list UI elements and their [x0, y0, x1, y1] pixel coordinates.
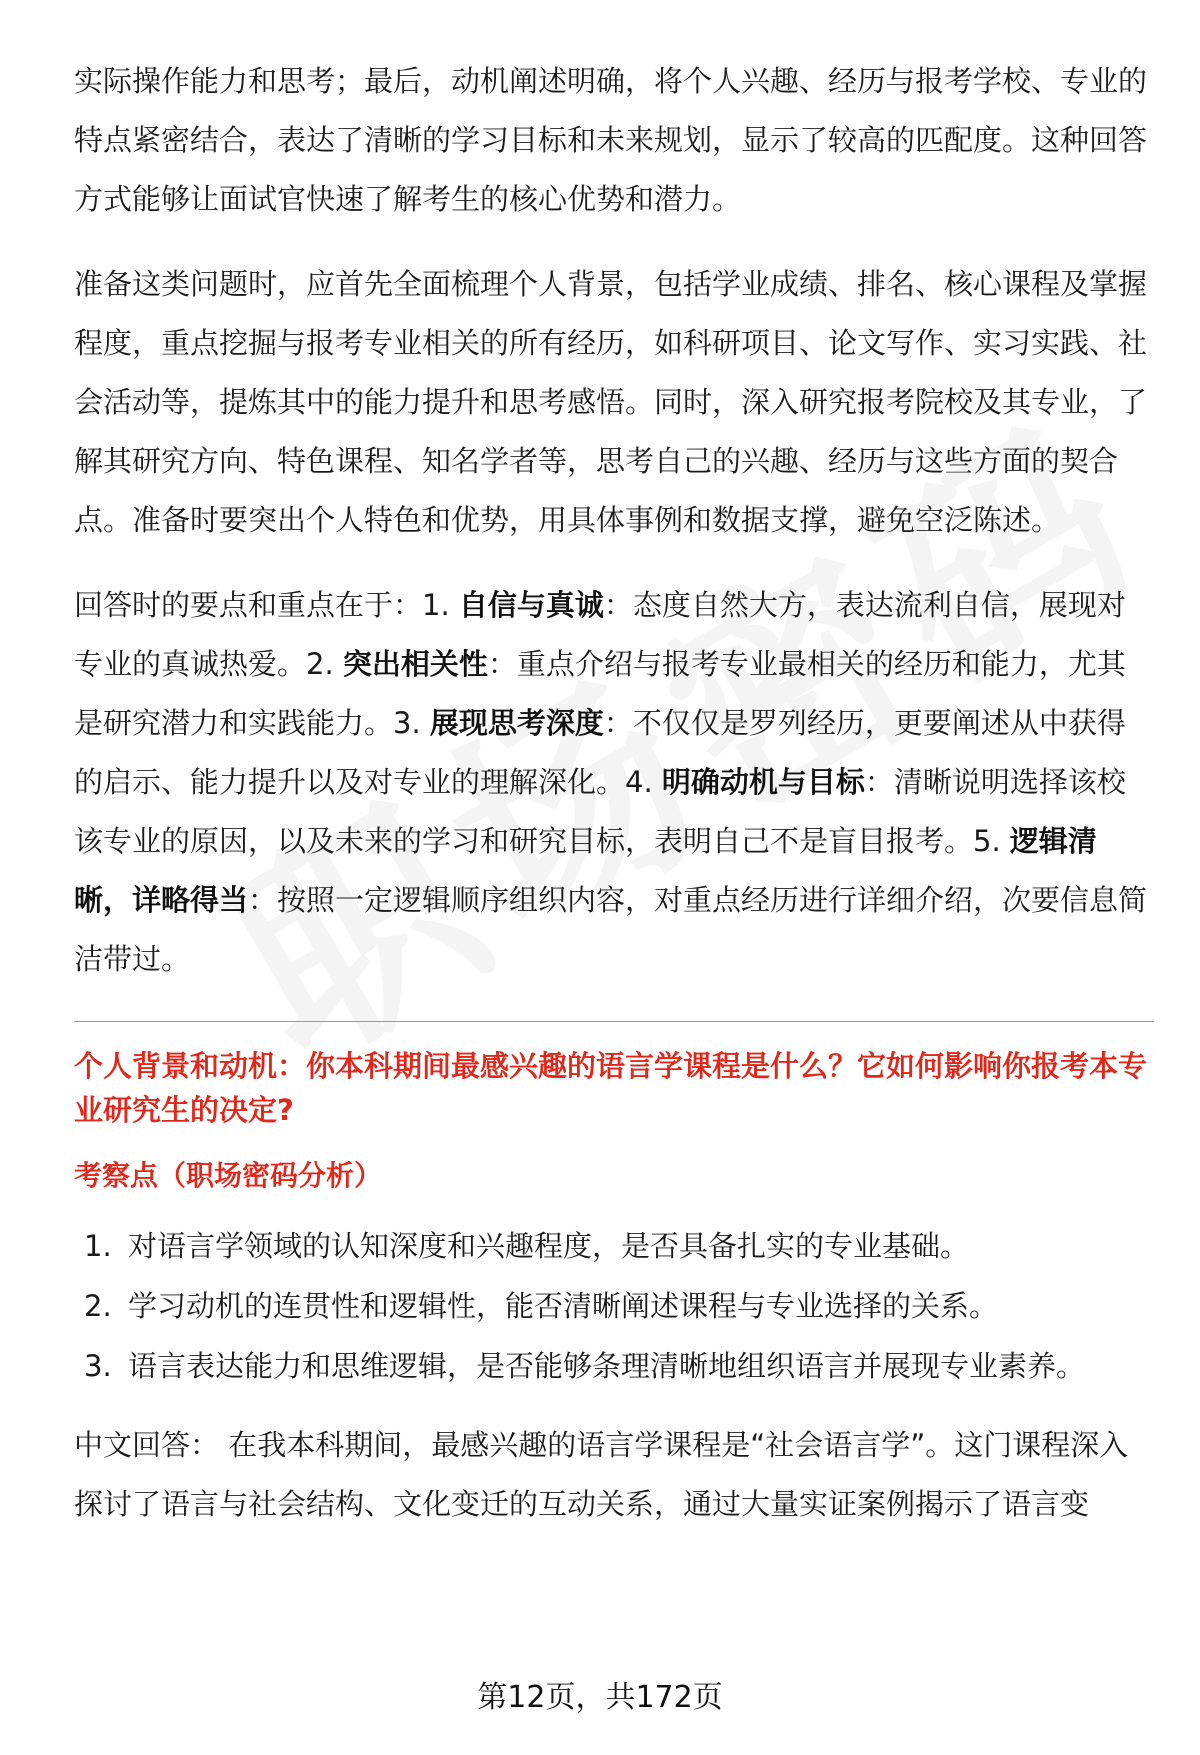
- assessment-points: [74, 1216, 1154, 1396]
- key-points-intro: 回答时的要点和重点在于：1.: [74, 588, 459, 622]
- list-item-text: 对语言学领域的认知深度和兴趣程度，是否具备扎实的专业基础。: [128, 1229, 970, 1263]
- list-item-number: 1.: [84, 1229, 112, 1263]
- paragraph-summary: 实际操作能力和思考；最后，动机阐述明确，将个人兴趣、经历与报考学校、专业的特点紧密结合，表达了清晰的学习目标和未来规划，显示了较高的匹配度。这种回答方式能够让面试官快速了解考生的核心优势和潜力。: [74, 64, 1148, 216]
- paragraph-preparation: 准备这类问题时，应首先全面梳理个人背景，包括学业成绩、排名、核心课程及掌握程度，重点挖掘与报考专业相关的所有经历，如科研项目、论文写作、实习实践、社会活动等，提炼其中的能力提升和思考感悟。同时，深入研究报考院校及其专业，了解其研究方向、特色课程、知名学者等，思考自己的兴趣、经历与这些方面的契合点。准备时要突出个人特色和优势，用具体事例和数据支撑，避免空泛陈述。: [74, 267, 1148, 537]
- list-item-number: 3.: [84, 1349, 112, 1383]
- list-item-text: 语言表达能力和思维逻辑，是否能够条理清晰地组织语言并展现专业素养。: [128, 1349, 1086, 1383]
- key-point-3-title: 展现思考深度: [429, 706, 604, 740]
- key-point-1-title: 自信与真诚: [458, 588, 604, 622]
- key-point-4-title: 明确动机与目标: [661, 765, 865, 799]
- key-point-5-text: ：按照一定逻辑顺序组织内容，对重点经历进行详细介绍，次要信息简洁带过。: [74, 883, 1148, 976]
- document-body: [74, 52, 1154, 1560]
- list-item-text: 学习动机的连贯性和逻辑性，能否清晰阐述课程与专业选择的关系。: [128, 1289, 999, 1323]
- question-title: 个人背景和动机：你本科期间最感兴趣的语言学课程是什么？它如何影响你报考本专业研究生的决定?: [74, 1049, 1148, 1127]
- list-item-number: 2.: [84, 1289, 112, 1323]
- key-point-3-text: ：不仅仅是罗列经历，更要阐述从中获得的启示、能力提升以及对专业的理解深化。4.: [74, 706, 1126, 799]
- key-point-5-title: 逻辑清晰，详略得当: [74, 824, 1097, 917]
- paragraph-key-points: [74, 576, 1154, 989]
- list-item: [84, 1276, 1154, 1336]
- list-item: [84, 1336, 1154, 1396]
- page-number: 第12页，共172页: [477, 1680, 723, 1715]
- key-point-1-text: ：态度自然大方，表达流利自信，展现对专业的真诚热爱。2.: [74, 588, 1126, 681]
- list-item: [84, 1216, 1154, 1276]
- section-divider: [74, 1021, 1154, 1022]
- assessment-heading: 考察点（职场密码分析）: [74, 1159, 383, 1192]
- paragraph-answer: 中文回答： 在我本科期间，最感兴趣的语言学课程是“社会语言学”。这门课程深入探讨了语言与社会结构、文化变迁的互动关系，通过大量实证案例揭示了语言变: [74, 1428, 1129, 1521]
- key-point-2-title: 突出相关性: [342, 647, 488, 681]
- key-point-4-text: ：清晰说明选择该校该专业的原因，以及未来的学习和研究目标，表明自己不是盲目报考。5.: [74, 765, 1126, 858]
- key-point-2-text: ：重点介绍与报考专业最相关的经历和能力，尤其是研究潜力和实践能力。3.: [74, 647, 1126, 740]
